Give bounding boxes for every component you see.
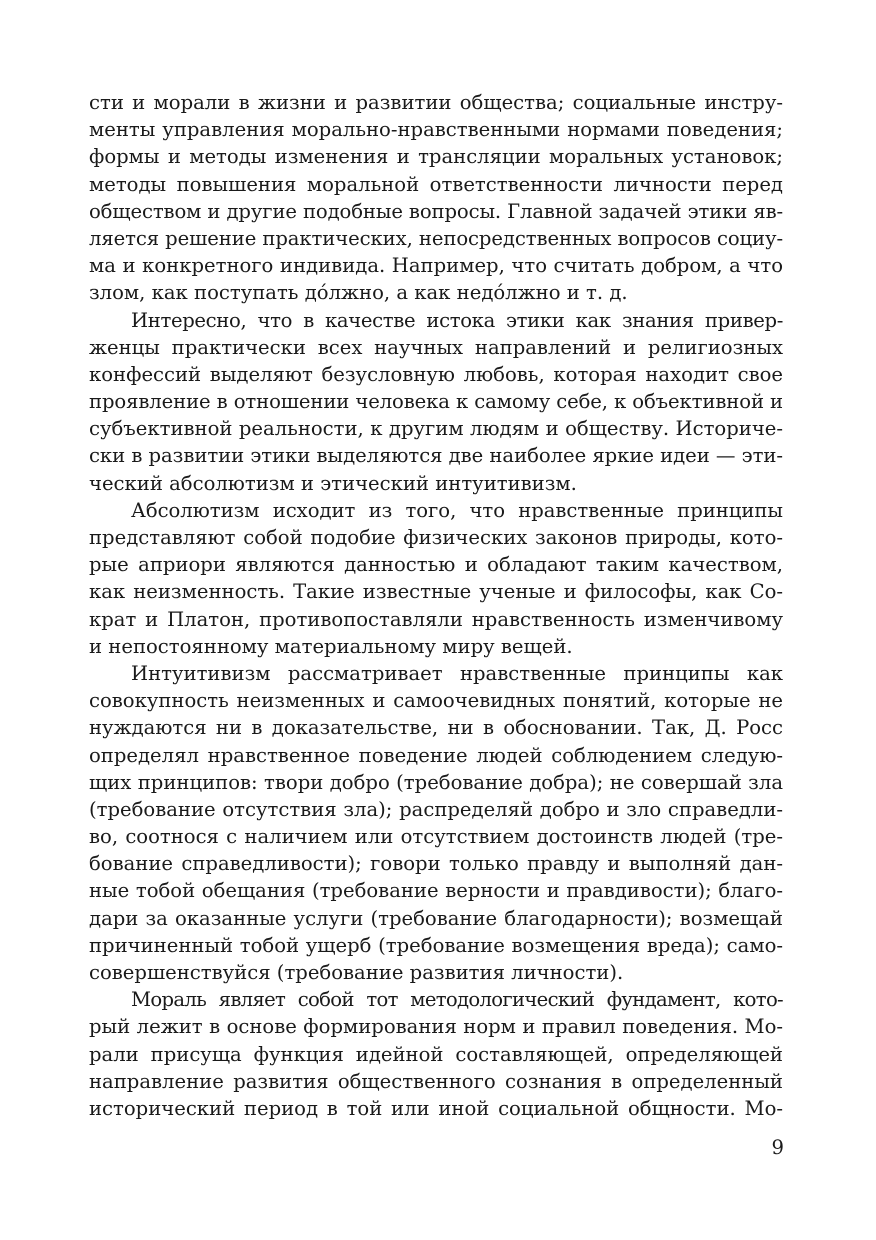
text-line: крат и Платон, противопоставляли нравственность изменчивому xyxy=(89,607,783,631)
text-line: ческий абсолютизм и этический интуитивизм. xyxy=(89,471,577,495)
text-line: и непостоянному материальному миру вещей. xyxy=(89,634,573,658)
text-line: исторический период в той или иной социальной общности. Мо- xyxy=(89,1096,783,1120)
text-line: Интересно, что в качестве истока этики как знания привер- xyxy=(131,308,783,332)
text-line: менты управления морально-нравственными нормами поведения; xyxy=(89,118,783,142)
paragraph-absolutism xyxy=(89,497,783,660)
text-line: как неизменность. Такие известные ученые и философы, как Со- xyxy=(89,580,783,604)
text-line: во, соотнося с наличием или отсутствием достоинств людей (тре- xyxy=(89,825,783,849)
text-line: совершенствуйся (требование развития личности). xyxy=(89,961,624,984)
text-line: (требование отсутствия зла); распределяй добро и зло справедли- xyxy=(89,797,783,821)
text-line: нуждаются ни в доказательстве, ни в обосновании. Так, Д. Росс xyxy=(89,716,783,740)
page-body xyxy=(89,89,783,1122)
text-line: ляется решение практических, непосредственных вопросов социу- xyxy=(89,226,783,250)
text-line: щих принципов: твори добро (требование добра); не совершай зла xyxy=(89,770,783,794)
text-line: определял нравственное поведение людей соблюдением следую- xyxy=(89,743,783,767)
text-line: проявление в отношении человека к самому себе, к объективной и xyxy=(89,390,783,414)
text-line: методы повышения моральной ответственности личности перед xyxy=(89,172,783,196)
paragraph-love xyxy=(89,307,783,497)
text-line: причиненный тобой ущерб (требование возмещения вреда); само- xyxy=(89,933,783,957)
text-line: рый лежит в основе формирования норм и правил поведения. Мо- xyxy=(89,1015,783,1039)
paragraph-morality xyxy=(89,986,783,1122)
text-line: ски в развитии этики выделяются две наиболее яркие идеи — эти- xyxy=(89,444,783,468)
text-line: представляют собой подобие физических законов природы, кото- xyxy=(89,526,783,549)
text-line: злом, как поступать до́лжно, а как недо́лжно и т. д. xyxy=(89,281,628,305)
text-line: дари за оказанные услуги (требование благодарности); возмещай xyxy=(89,906,783,930)
text-line: ма и конкретного индивида. Например, что считать добром, а что xyxy=(89,254,783,278)
text-line: формы и методы изменения и трансляции моральных установок; xyxy=(89,145,783,169)
text-line: женцы практически всех научных направлений и религиозных xyxy=(89,335,783,359)
text-line: бование справедливости); говори только правду и выполняй дан- xyxy=(89,852,783,876)
text-line: конфессий выделяют безусловную любовь, которая находит свое xyxy=(89,362,783,386)
text-line: совокупность неизменных и самоочевидных понятий, которые не xyxy=(89,689,783,713)
text-line: Интуитивизм рассматривает нравственные принципы как xyxy=(131,661,783,685)
text-line: Мораль являет собой тот методологический фундамент, кото- xyxy=(131,988,783,1012)
page-number: 9 xyxy=(771,1136,784,1159)
text-line: направление развития общественного сознания в определенный xyxy=(89,1069,783,1093)
text-line: субъективной реальности, к другим людям и обществу. Историче- xyxy=(89,417,783,441)
text-line: сти и морали в жизни и развитии общества; социальные инстру- xyxy=(89,91,783,114)
paragraph-intuitivism xyxy=(89,660,783,986)
text-line: рые априори являются данностью и обладают таким качеством, xyxy=(89,553,783,577)
text-line: Абсолютизм исходит из того, что нравственные принципы xyxy=(131,498,783,522)
paragraph-continuation xyxy=(89,89,783,307)
text-line: ные тобой обещания (требование верности и правдивости); благо- xyxy=(89,879,783,903)
text-line: обществом и другие подобные вопросы. Главной задачей этики яв- xyxy=(89,199,783,223)
text-line: рали присуща функция идейной составляющей, определяющей xyxy=(89,1042,783,1066)
